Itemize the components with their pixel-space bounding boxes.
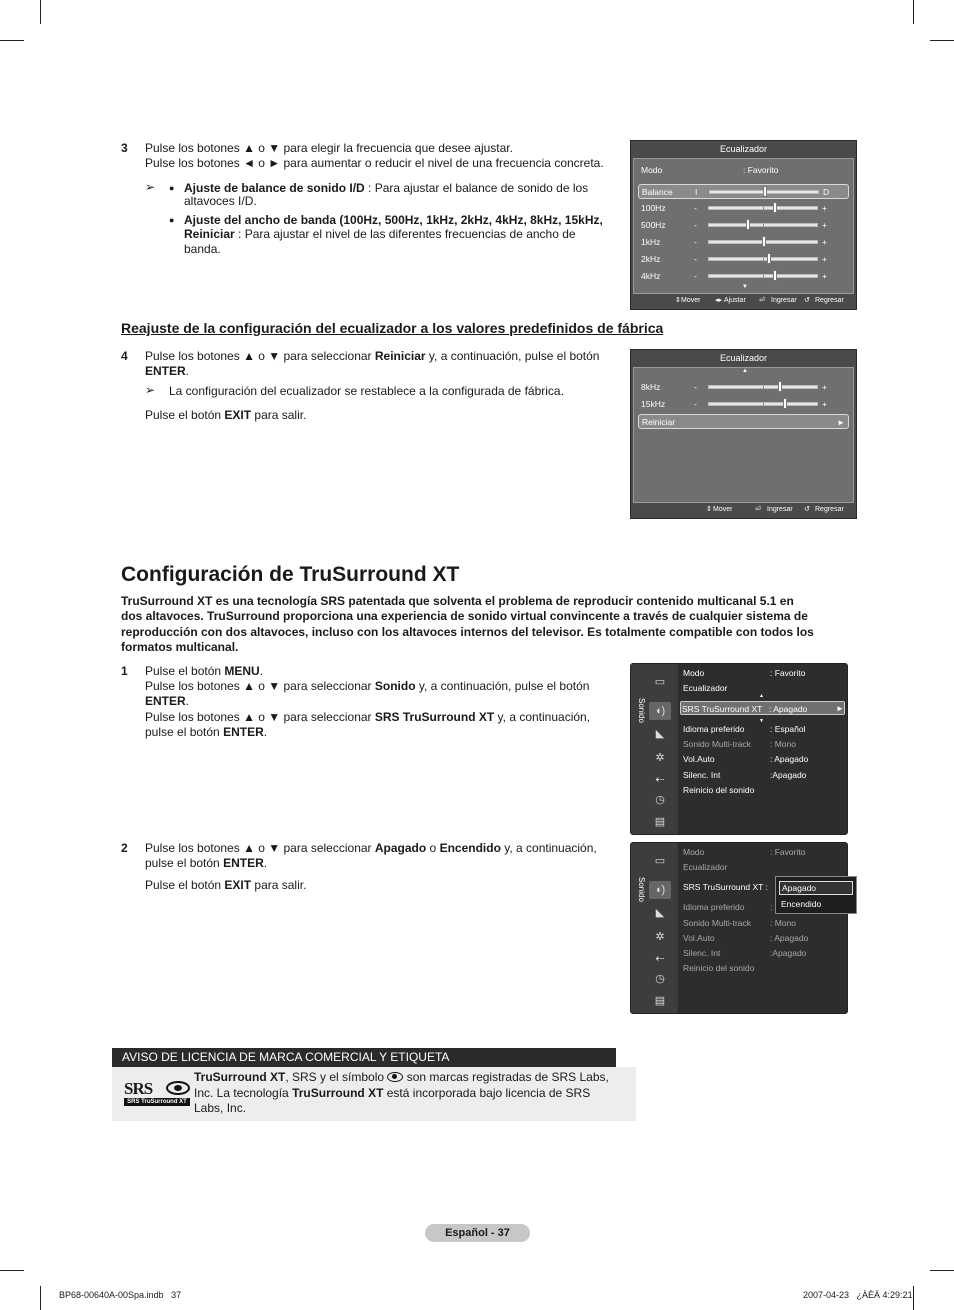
step-number: 3 [121,141,128,155]
eq-min: I [695,187,698,197]
eq-slider[interactable] [708,257,818,261]
menu-item-label: Modo [683,847,705,857]
eq-center-tick [763,224,764,228]
crop-mark [930,40,954,41]
menu-item-label: Vol.Auto [683,933,715,943]
crop-mark [930,1270,954,1271]
exit-text: para salir. [251,408,307,422]
menu-item[interactable] [682,666,847,680]
reset-term: Reiniciar [184,227,235,241]
intro-line: dos altavoces. TruSurround proporciona una experiencia de sonido virtual convincente a través de cualquier sistema de [121,609,808,624]
step1-line2 [145,679,589,695]
eq-slider-handle[interactable] [773,270,777,281]
eq-row-8khz[interactable] [638,380,849,395]
move-icon: ⇕ [706,506,712,513]
eq-center-tick [763,207,764,211]
eq-max: + [822,203,827,213]
notice-text: está incorporada bajo licencia de SRS [383,1086,591,1100]
menu-item-label: SRS TruSurround XT : [683,882,768,892]
trademark-term: TruSurround XT [194,1070,286,1084]
mode-value: : Favorito [743,165,779,175]
arrow-right-icon: ► [836,704,844,713]
scroll-up-icon: ▲ [759,693,764,699]
crop-mark [40,1286,41,1310]
eq-max: D [823,187,830,197]
menu-item[interactable] [682,722,847,736]
exit-text: para salir. [251,878,307,892]
menu-items [678,664,847,834]
step1-text: Pulse el botón [145,664,225,678]
bandwidth-desc [184,227,576,243]
exit-term: EXIT [224,878,252,892]
menu-item[interactable] [682,737,847,751]
step3-line2: Pulse los botones ◄ o ► para aumentar o reducir el nivel de una frecuencia concreta. [145,156,604,170]
reset-row[interactable] [638,414,849,429]
notice-box [112,1067,636,1121]
balance-term: Ajuste de balance de sonido I/D [184,181,365,195]
eq-slider[interactable] [708,240,818,244]
eq-slider-handle[interactable] [783,398,787,409]
menu-item-value: : Mono [770,739,796,749]
bandwidth-desc-3: banda. [184,242,221,256]
footer-date: 2007-04-23 ¿ÀÈÄ 4:29:21 [803,1290,913,1300]
menu-term: MENU [224,664,260,678]
adjust-label: Ajustar [724,297,746,304]
step2-line1 [145,841,597,857]
menu-item-label: Ecualizador [683,683,728,693]
menu-item-label: Reinicio del sonido [683,963,755,973]
section-heading: Reajuste de la configuración del ecualizador a los valores predefinidos de fábrica [121,320,664,336]
intro-line: reproducción con dos altavoces, incluso con los altavoces internos del televisor. Es totalmente compatible con todos los [121,624,814,639]
eq-slider-handle[interactable] [762,236,766,247]
menu-item-label: Modo [683,668,705,678]
step4-line1 [145,349,599,365]
options-popup [775,876,857,914]
menu-item-value: :Apagado [770,948,807,958]
intro-line: formatos multicanal. [121,639,239,654]
eq-max: + [822,382,827,392]
eq-slider[interactable] [709,190,819,194]
eq-row-1khz[interactable] [638,235,849,250]
exit-term: EXIT [224,408,252,422]
menu-items [678,843,847,1013]
eq-slider-handle[interactable] [767,253,771,264]
menu-item-label: Sonido Multi-track [683,918,752,928]
step1-text: Pulse los botones ▲ o ▼ para seleccionar [145,710,375,724]
eq-slider-handle[interactable] [763,186,767,197]
sound-menu-options [630,842,848,1014]
sidebar-label: Sonido [637,698,646,723]
note-arrow: ➢ [145,180,156,194]
eq-label: 500Hz [641,220,666,230]
eq-row-100hz[interactable] [638,201,849,216]
step2-exit [145,878,306,894]
eq-min: - [694,254,697,264]
eq-row-15khz[interactable] [638,397,849,412]
eq-row-500hz[interactable] [638,218,849,233]
support-icon[interactable]: ▤ [654,995,666,1007]
notice-text: Inc. La tecnología [194,1086,293,1100]
sound-menu [630,663,848,835]
eq-min: - [694,237,697,247]
menu-sidebar [631,664,676,834]
eq-slider[interactable] [708,206,818,210]
menu-item-value: : Apagado [770,754,809,764]
step1-line1: Pulse el botón MENU. [145,664,264,678]
menu-item[interactable] [682,931,847,945]
menu-item-label: Vol.Auto [683,754,715,764]
srs-logo-text: SRS [124,1079,153,1098]
equalizer-footer [631,295,856,307]
equalizer-title: Ecualizador [719,353,768,363]
exit-text: Pulse el botón [145,878,225,892]
bullet: ● [169,183,175,193]
notice-text: son marcas registradas de SRS Labs, [403,1070,609,1084]
picture-icon[interactable]: ▭ [654,855,666,867]
enter-label: Ingresar [771,297,797,304]
step4-exit [145,408,306,424]
menu-item-label: Sonido Multi-track [683,739,752,749]
menu-item-value: : [770,902,773,912]
on-term: Encendido [439,841,501,855]
eq-center-tick [763,275,764,279]
menu-sidebar [631,843,676,1013]
eq-slider-handle[interactable] [773,202,777,213]
step-number: 4 [121,349,128,363]
reset-label: Reiniciar [642,417,676,427]
eq-max: + [822,399,827,409]
mode-row[interactable] [638,163,849,178]
clock-icon[interactable]: ◷ [655,973,665,985]
srs-term: SRS TruSurround XT [374,710,495,724]
notice-bar: AVISO DE LICENCIA DE MARCA COMERCIAL Y ETIQUETA [112,1048,616,1067]
move-icon: ⇕ [675,297,681,304]
footer-file: BP68-00640A-00Spa.indb 37 [59,1290,182,1300]
arrow-right-icon: ► [837,418,845,427]
menu-item-value: :Apagado [770,770,807,780]
input-icon[interactable]: ⇠ [655,774,665,786]
picture-icon[interactable]: ▭ [654,676,666,688]
menu-item[interactable] [682,916,847,930]
clock-icon[interactable]: ◷ [655,794,665,806]
eq-slider-handle[interactable] [778,381,782,392]
page-title: Configuración de TruSurround XT [121,563,460,586]
menu-item[interactable] [682,768,847,782]
balance-desc-2: altavoces I/D. [184,194,257,208]
menu-item-value: : Apagado [769,704,808,714]
step1-text: pulse el botón [145,725,224,739]
scroll-down-icon: ▼ [759,718,764,724]
setup-icon[interactable]: ✲ [655,931,665,943]
menu-item-value: : Mono [770,918,796,928]
note-arrow: ➢ [145,383,156,397]
step4-text: y, a continuación, pulse el botón [425,349,600,363]
equalizer-panel [630,140,857,310]
eq-slider[interactable] [708,385,818,389]
setup-icon[interactable]: ✲ [655,752,665,764]
eq-slider[interactable] [708,223,818,227]
step2-text: Pulse los botones ▲ o ▼ para seleccionar [145,841,375,855]
eq-slider[interactable] [708,274,818,278]
equalizer-body [633,158,854,294]
reset-term: Reiniciar [374,349,426,363]
enter-term: ENTER [145,694,186,708]
support-icon[interactable]: ▤ [654,816,666,828]
menu-item-label: Idioma preferido [683,902,745,912]
step1-text: y, a continuación, pulse el botón [415,679,590,693]
bandwidth-term: Ajuste del ancho de banda (100Hz [184,213,379,227]
menu-item-value: : Favorito [770,668,806,678]
move-label: Mover [681,297,701,304]
mode-label: Modo [641,165,663,175]
sound-icon[interactable]: ◖) [649,702,671,720]
eq-label: Balance [642,187,673,197]
menu-item-label: Silenc. Int [683,948,721,958]
page-number: Español - 37 [425,1224,530,1242]
menu-item[interactable] [682,961,847,975]
enter-term: ENTER [223,725,264,739]
eq-row-balance[interactable] [638,184,849,199]
eq-row-4khz[interactable] [638,269,849,284]
eq-label: 4kHz [641,271,661,281]
step4-line2: ENTER. [145,364,190,378]
step1-text: y, a continuación, [494,710,591,724]
notice-text: , SRS y el símbolo [285,1070,388,1084]
eq-min: - [694,203,697,213]
eq-slider[interactable] [708,402,818,406]
srs-small-icon [387,1072,403,1082]
enter-term: ENTER [223,856,264,870]
channel-icon[interactable]: ◣ [655,728,665,740]
step1-text: Pulse los botones ▲ o ▼ para seleccionar [145,679,375,693]
step-number: 2 [121,841,128,855]
step1-line3: ENTER. [145,694,190,708]
menu-item-value: : Apagado [770,933,809,943]
equalizer-body [633,367,854,503]
eq-max: + [822,237,827,247]
menu-item[interactable] [680,701,845,715]
srs-symbol-dot [174,1085,182,1091]
notice-line3: Labs, Inc. [194,1101,247,1115]
step1-line4 [145,710,590,726]
eq-row-2khz[interactable] [638,252,849,267]
enter-icon: ⏎ [759,297,765,304]
menu-item-label: Ecualizador [683,862,728,872]
enter-icon: ⏎ [755,506,761,513]
eq-label: 100Hz [641,203,666,213]
sidebar-label: Sonido [637,877,646,902]
equalizer-title: Ecualizador [719,144,768,154]
menu-item[interactable] [682,752,847,766]
notice-line1 [194,1070,609,1086]
step2-text: pulse el botón [145,856,224,870]
return-icon: ↺ [804,506,810,513]
eq-center-tick [763,403,764,407]
menu-item[interactable] [682,845,847,859]
sound-term: Sonido [374,679,416,693]
menu-item-label: Idioma preferido [683,724,745,734]
step2-text: y, a continuación, [500,841,597,855]
menu-item-label: SRS TruSurround XT [682,704,763,714]
eq-label: 15kHz [641,399,666,409]
return-label: Regresar [815,297,844,304]
bullet: ● [169,215,175,225]
return-icon: ↺ [804,297,810,304]
eq-slider-handle[interactable] [746,219,750,230]
step4-text: Pulse los botones ▲ o ▼ para seleccionar [145,349,375,363]
step2-text: o [426,841,440,855]
crop-mark [0,1270,24,1271]
eq-min: - [694,382,697,392]
step4-note: La configuración del ecualizador se restablece a la configurada de fábrica. [169,384,564,398]
srs-logo-sub: SRS TruSurround XT [124,1098,190,1106]
eq-label: 2kHz [641,254,661,264]
crop-mark [913,0,914,24]
srs-intro [121,594,841,655]
notice-line2 [194,1086,590,1102]
exit-text: Pulse el botón [145,408,225,422]
eq-max: + [822,220,827,230]
enter-term: ENTER [145,364,186,378]
intro-line: TruSurround XT es una tecnología SRS patentada que solventa el problema de reproducir contenido multicanal 5.1 en [121,594,794,608]
bandwidth-term-rest: , 500Hz, 1kHz, 2kHz, 4kHz, 8kHz, 15kHz, [378,213,603,227]
eq-label: 1kHz [641,237,661,247]
adjust-icon: ◂▸ [715,297,723,304]
enter-label: Ingresar [767,506,793,513]
eq-min: - [694,271,697,281]
trademark-term: TruSurround XT [292,1086,384,1100]
crop-mark [913,1286,914,1310]
eq-min: - [694,220,697,230]
scroll-down-icon[interactable]: ▼ [742,284,748,290]
crop-mark [0,40,24,41]
eq-center-tick [763,258,764,262]
input-icon[interactable]: ⇠ [655,953,665,965]
scroll-up-icon[interactable]: ▲ [742,368,748,374]
equalizer-footer [631,504,856,516]
menu-item[interactable] [682,783,847,797]
sound-icon[interactable]: ◖) [649,881,671,899]
step1-line5: pulse el botón ENTER. [145,725,268,739]
menu-item[interactable] [682,681,847,695]
menu-item[interactable] [682,860,847,874]
off-term: Apagado [374,841,427,855]
bandwidth-desc-text: : Para ajustar el nivel de las diferentes frecuencias de ancho de [234,227,576,241]
equalizer-panel-reset [630,349,857,519]
srs-logo [124,1079,192,1107]
eq-max: + [822,271,827,281]
menu-item-value: : Español [770,724,806,734]
eq-max: + [822,254,827,264]
option-off[interactable]: Apagado [779,881,853,895]
eq-label: 8kHz [641,382,661,392]
menu-item[interactable] [682,946,847,960]
move-label: Mover [713,506,733,513]
channel-icon[interactable]: ◣ [655,907,665,919]
crop-mark [40,0,41,24]
step2-line2: pulse el botón ENTER. [145,856,268,870]
balance-desc: : Para ajustar el balance de sonido de los [364,181,589,195]
eq-min: - [694,399,697,409]
menu-item-label: Reinicio del sonido [683,785,755,795]
menu-item-value: : Favorito [770,847,806,857]
menu-item-label: Silenc. Int [683,770,721,780]
option-on[interactable]: Encendido [781,899,822,909]
return-label: Regresar [815,506,844,513]
step3-line1: Pulse los botones ▲ o ▼ para elegir la frecuencia que desee ajustar. [145,141,513,155]
step-number: 1 [121,664,128,678]
eq-center-tick [763,386,764,390]
